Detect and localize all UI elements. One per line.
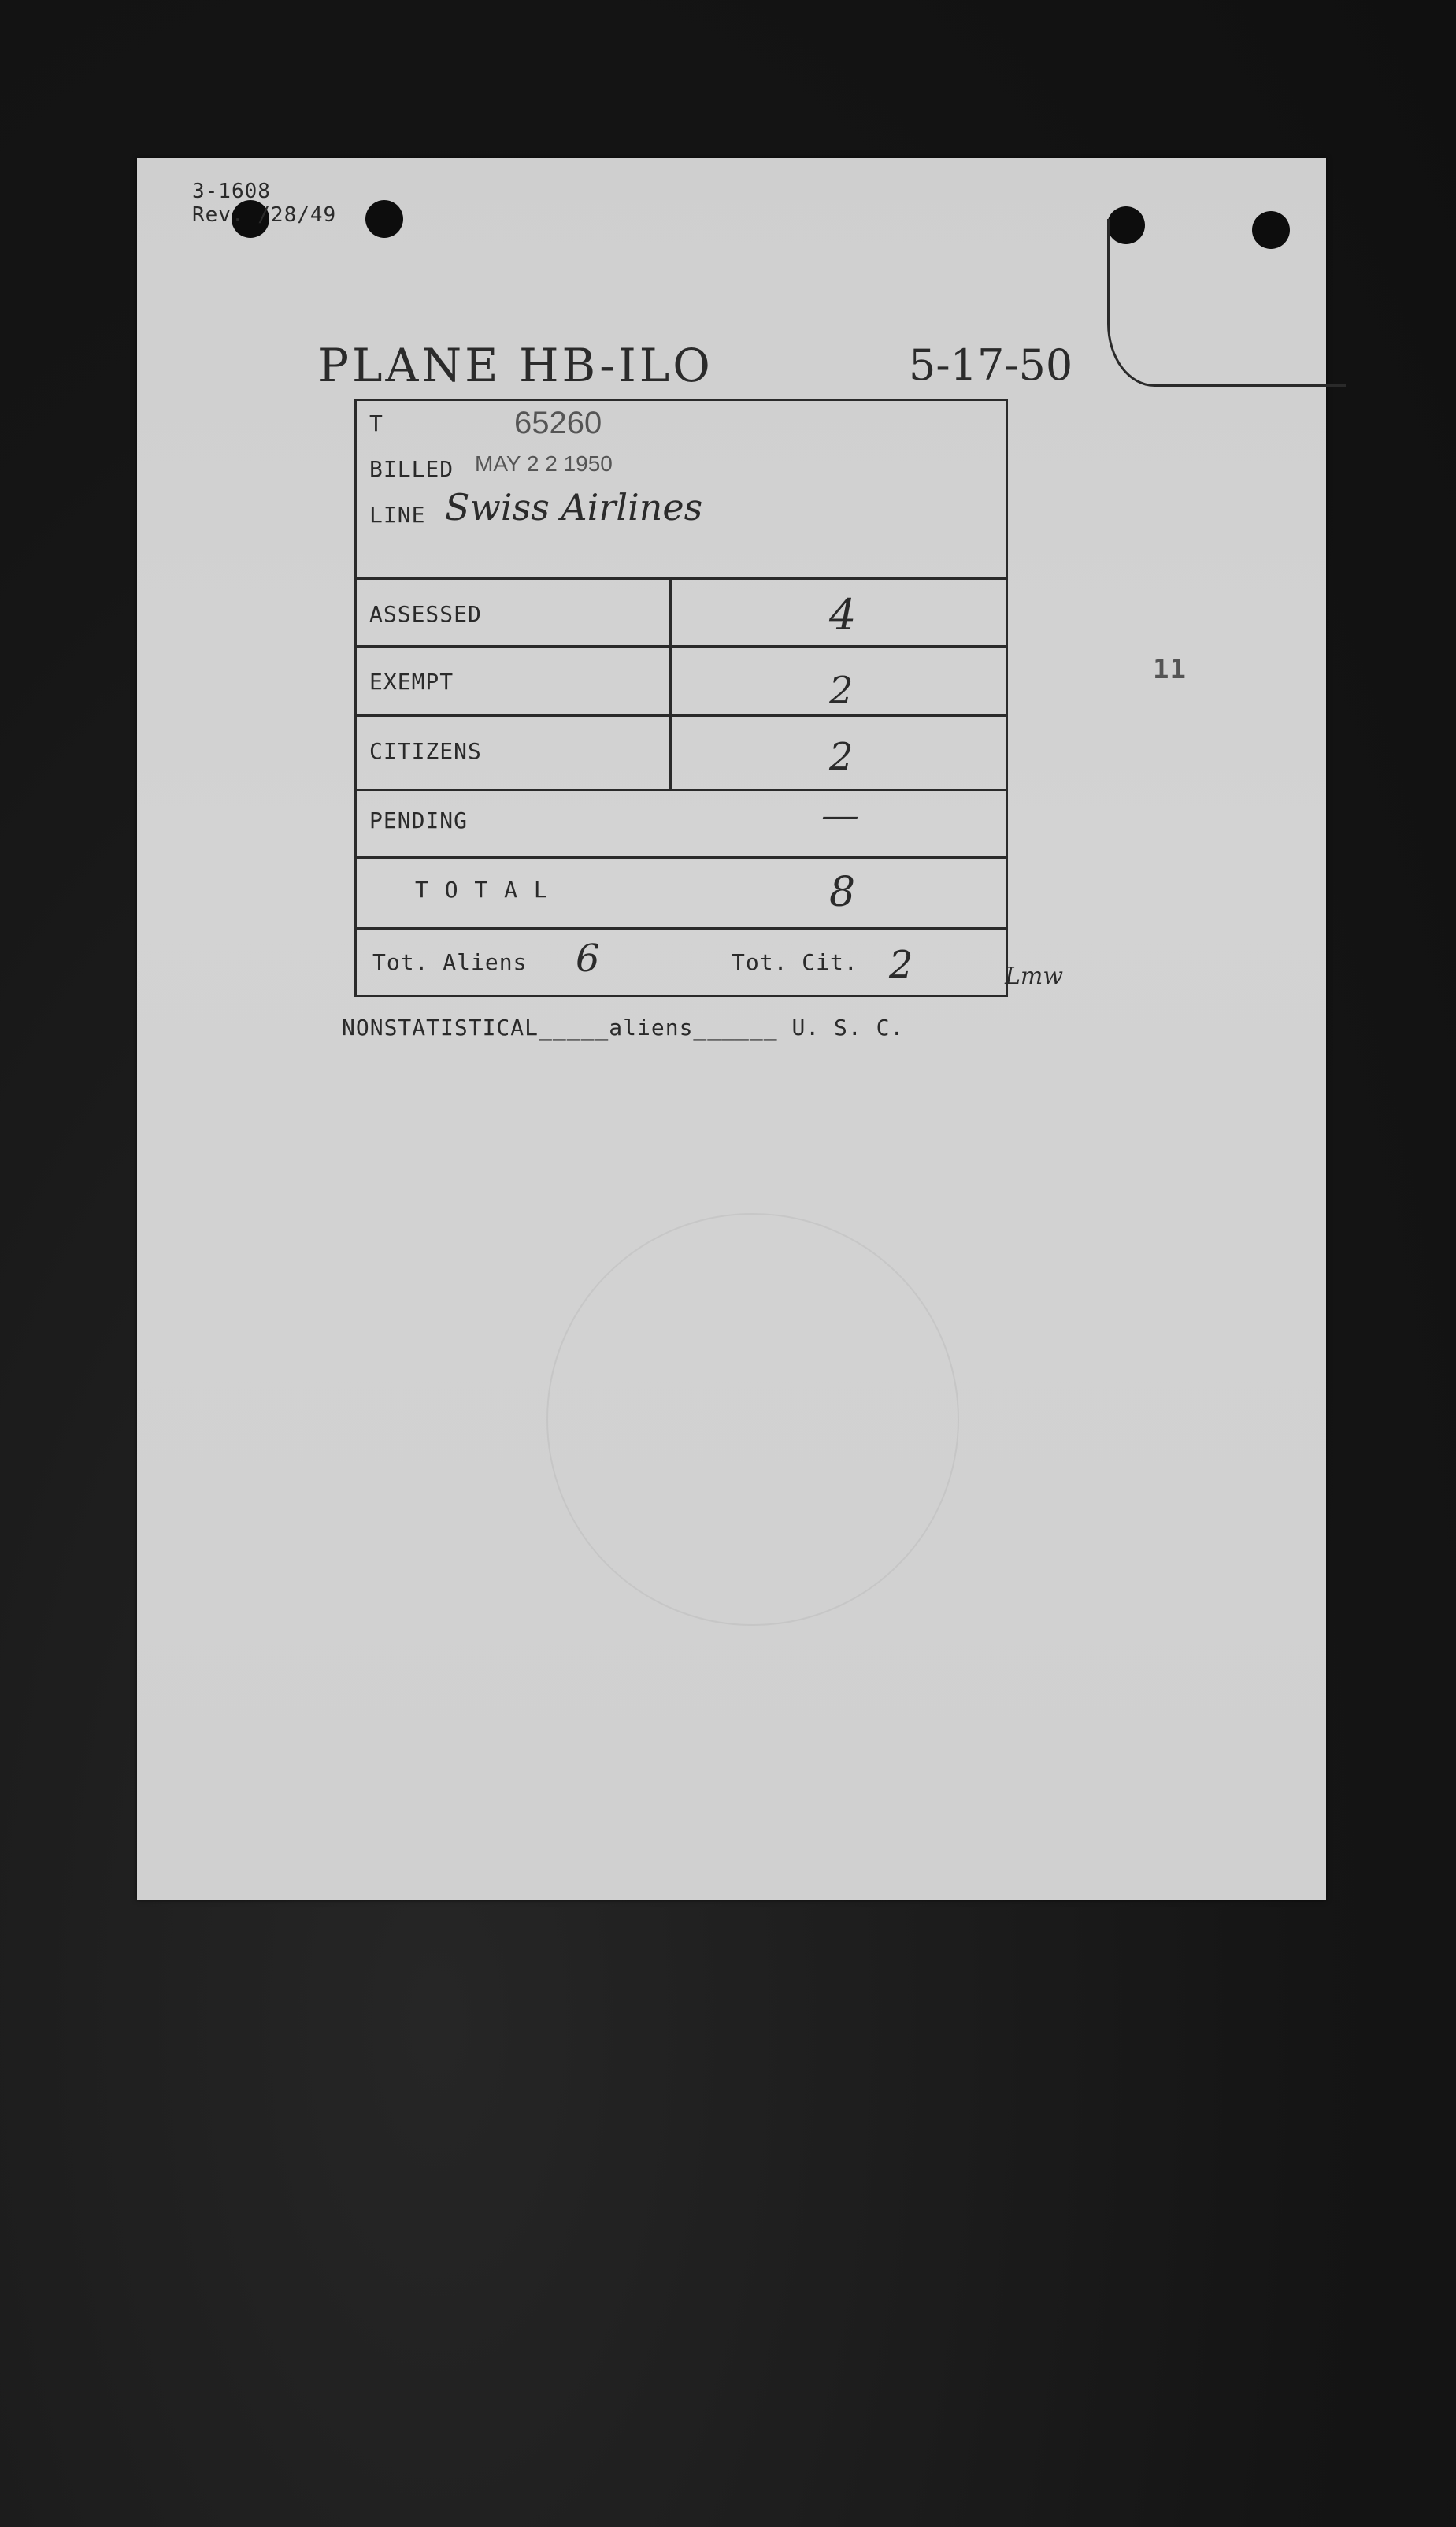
pending-label: PENDING (369, 807, 469, 833)
billed-date-stamp: MAY 2 2 1950 (475, 451, 613, 476)
handwritten-date: 5-17-50 (909, 340, 1073, 390)
list-number: 65260 (514, 406, 602, 440)
pending-value: — (821, 793, 859, 837)
row-divider (357, 856, 1006, 859)
form-revision: Rev. /28/49 (192, 203, 337, 227)
plane-label: PLANE HB-ILO (318, 339, 713, 392)
assessed-value: 4 (829, 590, 857, 640)
side-number: 11 (1153, 654, 1187, 685)
faded-seal-watermark (546, 1213, 959, 1626)
paper-curl-mark (1107, 219, 1346, 387)
list-label (369, 410, 383, 436)
list-label-text: T (369, 410, 383, 436)
total-label: T O T A L (415, 877, 549, 903)
exempt-value: 2 (829, 669, 854, 713)
column-divider (669, 577, 672, 789)
tot-cit-value: 2 (889, 943, 913, 987)
total-value: 8 (829, 869, 856, 916)
tot-aliens-label: Tot. Aliens (372, 949, 528, 975)
form-number: 3-1608 (192, 180, 271, 203)
document-page (137, 158, 1326, 1900)
assessed-label: ASSESSED (369, 601, 482, 627)
row-divider (357, 927, 1006, 930)
nonstatistical-line: NONSTATISTICAL_____aliens______ U. S. C. (342, 1015, 905, 1041)
tot-cit-label: Tot. Cit. (732, 949, 858, 975)
row-divider (357, 789, 1006, 791)
citizens-value: 2 (829, 735, 854, 779)
line-value: Swiss Airlines (445, 486, 703, 529)
handwritten-initials: Lmw (1005, 963, 1064, 990)
row-divider (357, 577, 1006, 580)
billed-label: BILLED (369, 456, 454, 482)
manifest-tally-form (354, 399, 1008, 997)
row-divider (357, 645, 1006, 648)
row-divider (357, 714, 1006, 717)
punch-hole (365, 200, 403, 238)
citizens-label: CITIZENS (369, 738, 482, 764)
line-label: LINE (369, 502, 426, 528)
tot-aliens-value: 6 (576, 937, 600, 981)
exempt-label: EXEMPT (369, 669, 454, 695)
